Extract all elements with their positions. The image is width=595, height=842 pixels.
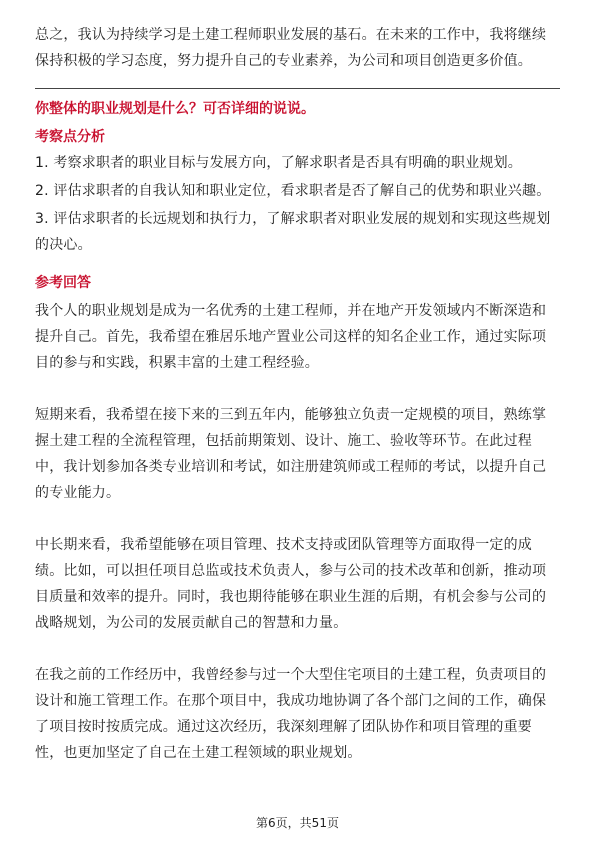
answer-paragraph: 在我之前的工作经历中，我曾经参与过一个大型住宅项目的土建工程，负责项目的设计和施工管理工作。在那个项目中，我成功地协调了各个部门之间的工作，确保了项目按时按质完成。通过这次经历，我深刻理解了团队协作和项目管理的重要性，也更加坚定了自己在土建工程领域的职业规划。 [35,667,547,761]
analysis-list [35,150,560,260]
answer-paragraph: 短期来看，我希望在接下来的三到五年内，能够独立负责一定规模的项目，熟练掌握土建工程的全流程管理，包括前期策划、设计、施工、验收等环节。在此过程中，我计划参加各类专业培训和考试，如注册建筑师或工程师的考试，以提升自己的专业能力。 [35,407,547,501]
analysis-item: 1. 考察求职者的职业目标与发展方向，了解求职者是否具有明确的职业规划。 [35,155,523,171]
page-number-footer: 第6页，共51页 [256,816,339,830]
answer-paragraph: 中长期来看，我希望能够在项目管理、技术支持或团队管理等方面取得一定的成绩。比如，可以担任项目总监或技术负责人，参与公司的技术改革和创新，推动项目质量和效率的提升。同时，我也期待能够在职业生涯的后期，有机会参与公司的战略规划，为公司的发展贡献自己的智慧和力量。 [35,537,547,631]
analysis-item: 2. 评估求职者的自我认知和职业定位，看求职者是否了解自己的优势和职业兴趣。 [35,183,551,199]
intro-paragraph: 总之，我认为持续学习是土建工程师职业发展的基石。在未来的工作中，我将继续保持积极的学习态度，努力提升自己的专业素养，为公司和项目创造更多价值。 [35,27,547,69]
interview-question: 你整体的职业规划是什么？可否详细的说说。 [35,101,315,117]
answer-heading: 参考回答 [35,275,91,291]
analysis-heading: 考察点分析 [35,129,105,145]
analysis-item: 3. 评估求职者的长远规划和执行力，了解求职者对职业发展的规划和实现这些规划的决心。 [35,211,551,253]
answer-paragraph: 我个人的职业规划是成为一名优秀的土建工程师，并在地产开发领域内不断深造和提升自己。首先，我希望在雅居乐地产置业公司这样的知名企业工作，通过实际项目的参与和实践，积累丰富的土建工程经验。 [35,303,547,371]
document-page [35,0,560,842]
section-divider [35,88,560,89]
answer-body [35,298,560,792]
